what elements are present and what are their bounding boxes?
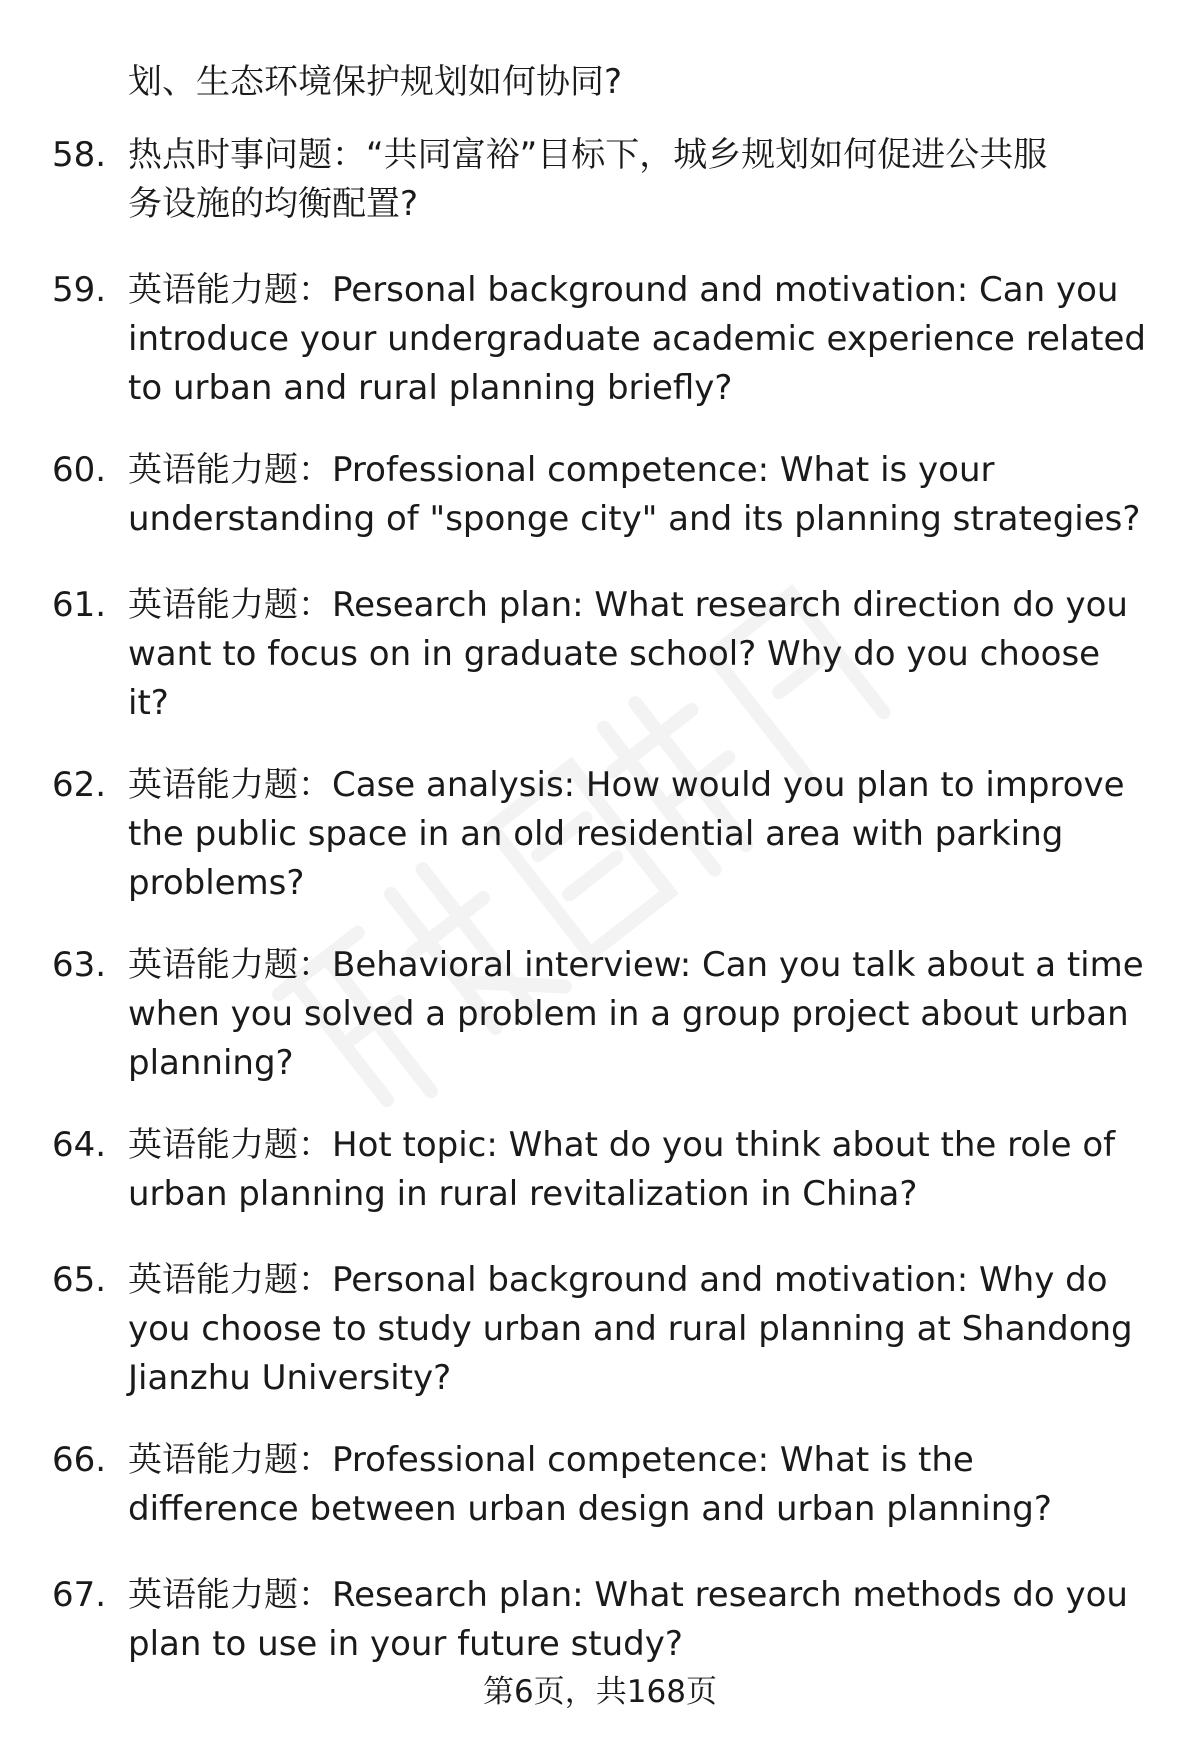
question-number: 59. xyxy=(52,270,107,310)
question-text-line: introduce your undergraduate academic experience related xyxy=(128,319,1147,359)
page-footer: 第6页，共168页 xyxy=(483,1674,717,1710)
question-text-line: understanding of "sponge city" and its planning strategies? xyxy=(128,499,1141,539)
question-text xyxy=(128,1256,1200,1403)
continuation-line: 划、生态环境保护规划如何协同? xyxy=(128,62,623,102)
question-text-line: to urban and rural planning briefly? xyxy=(128,368,733,408)
question-text xyxy=(128,1121,1200,1219)
question-number: 61. xyxy=(52,585,107,625)
question-number: 64. xyxy=(52,1125,107,1165)
question-text-line: 英语能力题：Professional competence: What is the xyxy=(128,1440,974,1480)
question-text-line: 英语能力题：Research plan: What research methods do you xyxy=(128,1575,1128,1615)
question-text-line: you choose to study urban and rural planning at Shandong xyxy=(128,1309,1133,1349)
question-text xyxy=(128,131,1200,229)
question-text-line: when you solved a problem in a group project about urban xyxy=(128,994,1129,1034)
question-text-line: 英语能力题：Case analysis: How would you plan to improve xyxy=(128,765,1125,805)
question-text xyxy=(128,581,1200,728)
question-number: 63. xyxy=(52,945,107,985)
question-number: 58. xyxy=(52,135,107,175)
question-text-line: 务设施的均衡配置? xyxy=(128,184,419,224)
question-text xyxy=(128,1571,1200,1669)
question-text-line: 英语能力题：Hot topic: What do you think about the role of xyxy=(128,1125,1116,1165)
question-text-line: 英语能力题：Research plan: What research direction do you xyxy=(128,585,1128,625)
question-text xyxy=(128,941,1200,1088)
question-text-line: urban planning in rural revitalization in China? xyxy=(128,1174,918,1214)
question-text-line: 英语能力题：Behavioral interview: Can you talk about a time xyxy=(128,945,1144,985)
question-text xyxy=(128,266,1200,413)
question-text-line: 英语能力题：Personal background and motivation: Why do xyxy=(128,1260,1108,1300)
question-number: 60. xyxy=(52,450,107,490)
question-text xyxy=(128,1436,1200,1534)
question-text-line: want to focus on in graduate school? Why do you choose xyxy=(128,634,1101,674)
question-text xyxy=(128,761,1200,908)
question-text-line: difference between urban design and urban planning? xyxy=(128,1489,1052,1529)
question-number: 66. xyxy=(52,1440,107,1480)
question-text-line: it? xyxy=(128,683,169,723)
question-number: 65. xyxy=(52,1260,107,1300)
question-text-line: 英语能力题：Personal background and motivation: Can you xyxy=(128,270,1119,310)
question-text-line: problems? xyxy=(128,863,305,903)
question-text xyxy=(128,446,1200,544)
question-text-line: plan to use in your future study? xyxy=(128,1624,683,1664)
question-number: 67. xyxy=(52,1575,107,1615)
question-text-line: planning? xyxy=(128,1043,294,1083)
question-text-line: 英语能力题：Professional competence: What is your xyxy=(128,450,995,490)
question-text-line: 热点时事问题：“共同富裕”目标下，城乡规划如何促进公共服 xyxy=(128,135,1048,175)
question-text-line: the public space in an old residential area with parking xyxy=(128,814,1064,854)
question-number: 62. xyxy=(52,765,107,805)
question-text-line: Jianzhu University? xyxy=(128,1358,452,1398)
